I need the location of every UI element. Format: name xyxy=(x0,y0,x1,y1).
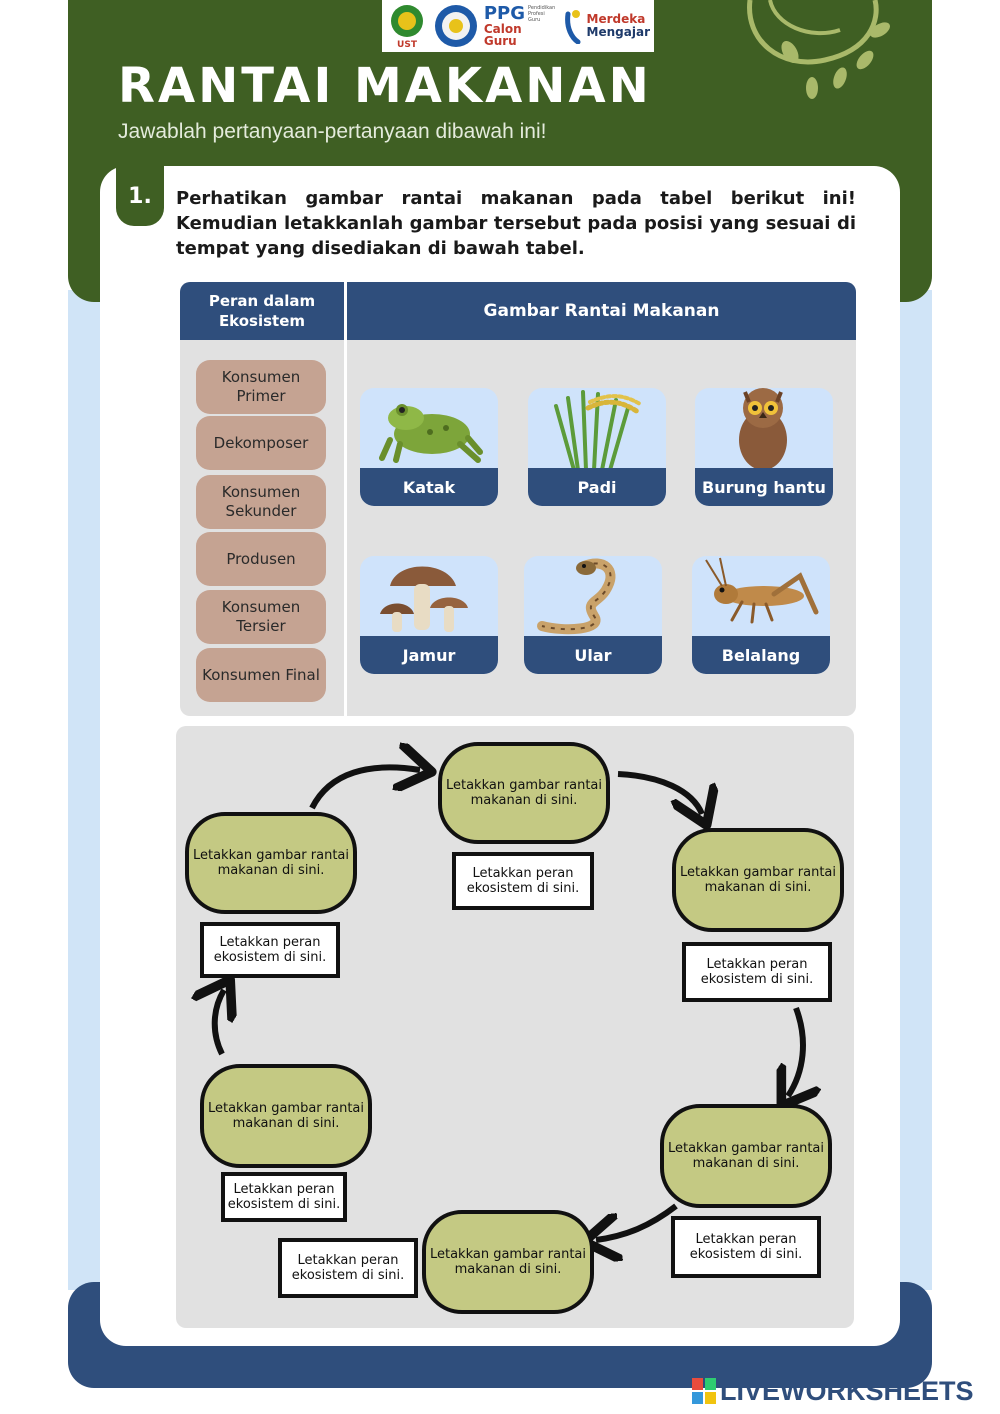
role-chip-konsumen-tersier[interactable]: Konsumen Tersier xyxy=(196,590,326,644)
svg-text:UST: UST xyxy=(397,40,417,49)
drop-slot-image-bottom[interactable]: Letakkan gambar rantai makanan di sini. xyxy=(422,1210,594,1314)
merdeka-mark-icon xyxy=(564,8,582,44)
column-divider xyxy=(344,282,347,716)
organism-label: Belalang xyxy=(692,636,830,674)
merdeka-text: Merdeka xyxy=(586,12,646,27)
drop-slot-image-left-top[interactable]: Letakkan gambar rantai makanan di sini. xyxy=(185,812,357,914)
organism-label: Padi xyxy=(528,468,666,506)
ust-logo-icon xyxy=(386,3,428,49)
table-header-role: Peran dalam Ekosistem xyxy=(180,282,344,340)
snake-icon xyxy=(524,556,662,638)
frog-icon xyxy=(360,388,498,470)
logo-strip xyxy=(382,0,654,52)
drop-slot-role-top[interactable]: Letakkan peran ekosistem di sini. xyxy=(452,852,594,910)
vine-decoration-icon xyxy=(730,0,900,110)
mengajar-text: Mengajar xyxy=(586,25,650,39)
drop-slot-role-left-top[interactable]: Letakkan peran ekosistem di sini. xyxy=(200,922,340,978)
drop-slot-image-right-top[interactable]: Letakkan gambar rantai makanan di sini. xyxy=(672,828,844,932)
drop-slot-image-top[interactable]: Letakkan gambar rantai makanan di sini. xyxy=(438,742,610,844)
role-chip-produsen[interactable]: Produsen xyxy=(196,532,326,586)
organism-label: Jamur xyxy=(360,636,498,674)
organism-card-katak[interactable] xyxy=(360,388,498,506)
drop-slot-role-right-top[interactable]: Letakkan peran ekosistem di sini. xyxy=(682,942,832,1002)
role-chip-konsumen-final[interactable]: Konsumen Final xyxy=(196,648,326,702)
liveworksheets-logo[interactable] xyxy=(692,1374,974,1408)
drop-slot-image-right-bottom[interactable]: Letakkan gambar rantai makanan di sini. xyxy=(660,1104,832,1208)
organism-card-ular[interactable] xyxy=(524,556,662,674)
owl-icon xyxy=(695,388,833,470)
organism-label: Katak xyxy=(360,468,498,506)
organism-card-jamur[interactable] xyxy=(360,556,498,674)
rice-plant-icon xyxy=(528,388,666,470)
mushroom-icon xyxy=(360,556,498,638)
role-chip-dekomposer[interactable]: Dekomposer xyxy=(196,416,326,470)
merdeka-logo xyxy=(587,13,650,38)
organism-label: Burung hantu xyxy=(695,468,833,506)
page-title: RANTAI MAKANAN xyxy=(118,58,652,114)
ppg-title: PPG xyxy=(483,3,526,24)
grasshopper-icon xyxy=(692,556,830,638)
tutwuri-logo-icon xyxy=(433,3,479,49)
drop-slot-role-right-bottom[interactable]: Letakkan peran ekosistem di sini. xyxy=(671,1216,821,1278)
food-chain-table xyxy=(180,282,856,716)
table-header-images: Gambar Rantai Makanan xyxy=(347,282,856,340)
page-subtitle: Jawablah pertanyaan-pertanyaan dibawah ini! xyxy=(118,120,547,143)
organism-card-belalang[interactable] xyxy=(692,556,830,674)
role-chip-konsumen-sekunder[interactable]: Konsumen Sekunder xyxy=(196,475,326,529)
liveworksheets-mark-icon xyxy=(692,1378,716,1404)
organism-card-padi[interactable] xyxy=(528,388,666,506)
role-chip-konsumen-primer[interactable]: Konsumen Primer xyxy=(196,360,326,414)
ppg-logo xyxy=(484,5,559,47)
ppg-small-text: Pendidikan Profesi Guru xyxy=(528,5,556,23)
question-text: Perhatikan gambar rantai makanan pada tabel berikut ini! Kemudian letakkanlah gambar tersebut pada posisi yang sesuai di tempat yang disediakan di bawah tabel. xyxy=(176,188,856,259)
drop-slot-image-left-bottom[interactable]: Letakkan gambar rantai makanan di sini. xyxy=(200,1064,372,1168)
organism-label: Ular xyxy=(524,636,662,674)
ppg-subtitle: Calon Guru xyxy=(483,22,522,48)
liveworksheets-brand-text: LIVEWORKSHEETS xyxy=(720,1375,974,1406)
drop-slot-role-bottom[interactable]: Letakkan peran ekosistem di sini. xyxy=(278,1238,418,1298)
drop-slot-role-left-bottom[interactable]: Letakkan peran ekosistem di sini. xyxy=(221,1172,347,1222)
question-number-badge: 1. xyxy=(116,166,164,226)
organism-card-burung-hantu[interactable] xyxy=(695,388,833,506)
